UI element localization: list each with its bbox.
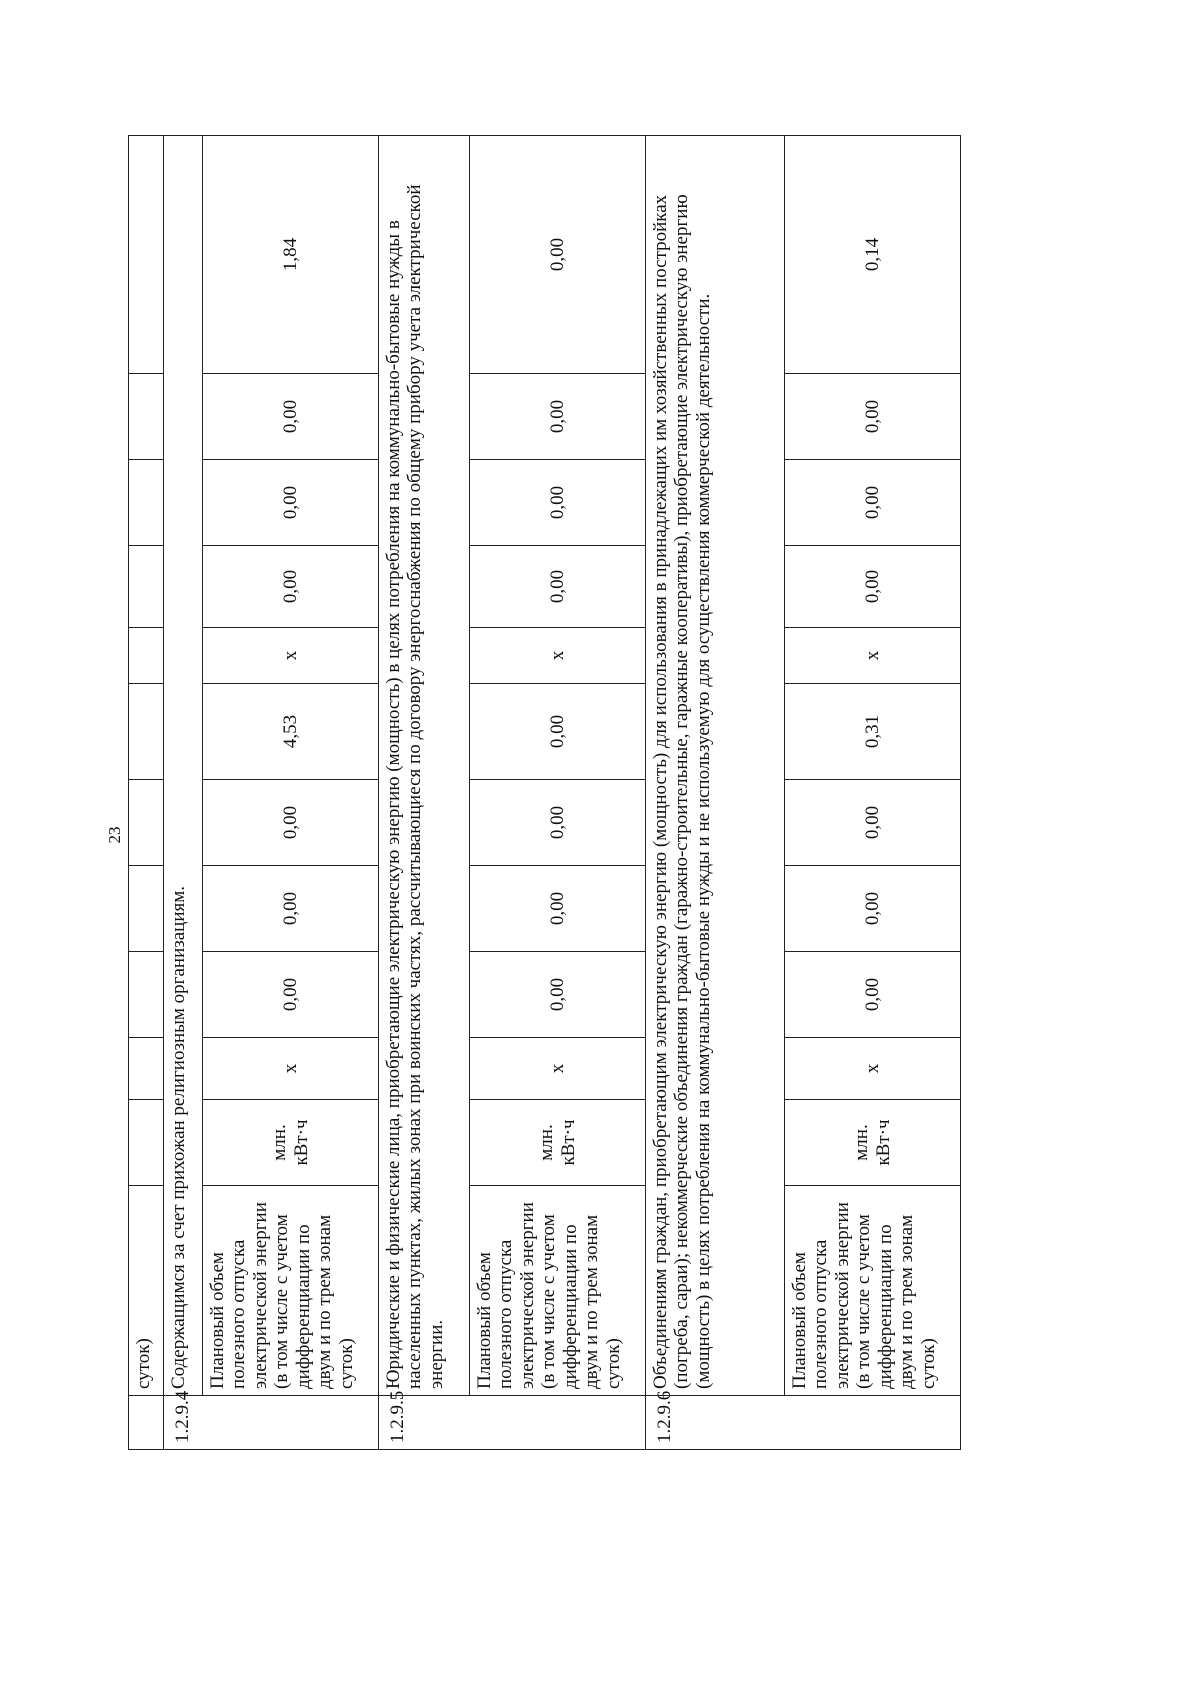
section-title: Объединениям граждан, приобретающим электрическую энергию (мощность) для использования в принадлежащих им хозяйственных постройках (погреба, сараи); некоммерческие объединения граждан (гаражно-строительные, гаражные кооперативы), приобретающие электрическую энергию (мощность) в целях потребления на коммунально-бытовые нужды и не используемую для осуществления коммерческой деятельности. (646, 136, 785, 1396)
continuation-row (129, 136, 164, 1450)
value-cell: 0,00 (470, 460, 646, 546)
value-cell: x (203, 628, 379, 684)
unit-cell: млн. кВт·ч (785, 1100, 961, 1186)
unit-cell: млн. кВт·ч (203, 1100, 379, 1186)
section-title-row (164, 136, 203, 1450)
value-cell: 0,00 (785, 546, 961, 628)
table-row (470, 136, 646, 1450)
row-label: Плановый объем полезного отпуска электрической энергии (в том числе с учетом дифференциации по двум и по трем зонам суток) (203, 1186, 379, 1396)
value-cell: 0,14 (785, 136, 961, 374)
value-cell: 0,31 (785, 684, 961, 780)
section-code: 1.2.9.6 (646, 1396, 961, 1450)
value-cell: x (470, 1038, 646, 1100)
value-cell: 0,00 (785, 780, 961, 866)
value-cell: 0,00 (470, 684, 646, 780)
value-cell: 0,00 (785, 460, 961, 546)
unit-cell: млн. кВт·ч (470, 1100, 646, 1186)
section-title-row (646, 136, 785, 1450)
row-label: Плановый объем полезного отпуска электрической энергии (в том числе с учетом дифференциации по двум и по трем зонам суток) (470, 1186, 646, 1396)
value-cell: x (785, 1038, 961, 1100)
value-cell: 0,00 (470, 952, 646, 1038)
section-title-row (379, 136, 470, 1450)
value-cell: x (470, 628, 646, 684)
value-cell: 0,00 (470, 136, 646, 374)
value-cell: 0,00 (203, 460, 379, 546)
section-code: 1.2.9.4 (164, 1396, 379, 1450)
tariff-table (128, 135, 961, 1450)
value-cell: x (785, 628, 961, 684)
table-row (203, 136, 379, 1450)
table-row (785, 136, 961, 1450)
row-label: Плановый объем полезного отпуска электрической энергии (в том числе с учетом дифференциации по двум и по трем зонам суток) (785, 1186, 961, 1396)
value-cell: 0,00 (470, 866, 646, 952)
value-cell: 0,00 (470, 780, 646, 866)
code-cell-empty (129, 1396, 164, 1450)
value-cell: 0,00 (785, 866, 961, 952)
page-number: 23 (105, 826, 124, 844)
continuation-label: суток) (129, 1186, 164, 1396)
value-cell: 0,00 (203, 374, 379, 460)
value-cell: 0,00 (203, 866, 379, 952)
value-cell: 4,53 (203, 684, 379, 780)
value-cell: 0,00 (785, 952, 961, 1038)
value-cell: 0,00 (203, 952, 379, 1038)
value-cell: 0,00 (203, 780, 379, 866)
value-cell: 0,00 (470, 546, 646, 628)
value-cell: 0,00 (785, 374, 961, 460)
value-cell: 1,84 (203, 136, 379, 374)
value-cell: 0,00 (203, 546, 379, 628)
section-title: Содержащимся за счет прихожан религиозным организациям. (164, 136, 203, 1396)
section-title: Юридические и физические лица, приобретающие электрическую энергию (мощность) в целях потребления на коммунально-бытовые нужды в населенных пунктах, жилых зонах при воинских частях, рассчитывающиеся по договору энергоснабжения по общему прибору учета электрической энергии. (379, 136, 470, 1396)
rotated-table-container (128, 150, 1088, 1450)
value-cell: 0,00 (470, 374, 646, 460)
value-cell: x (203, 1038, 379, 1100)
section-code: 1.2.9.5 (379, 1396, 646, 1450)
